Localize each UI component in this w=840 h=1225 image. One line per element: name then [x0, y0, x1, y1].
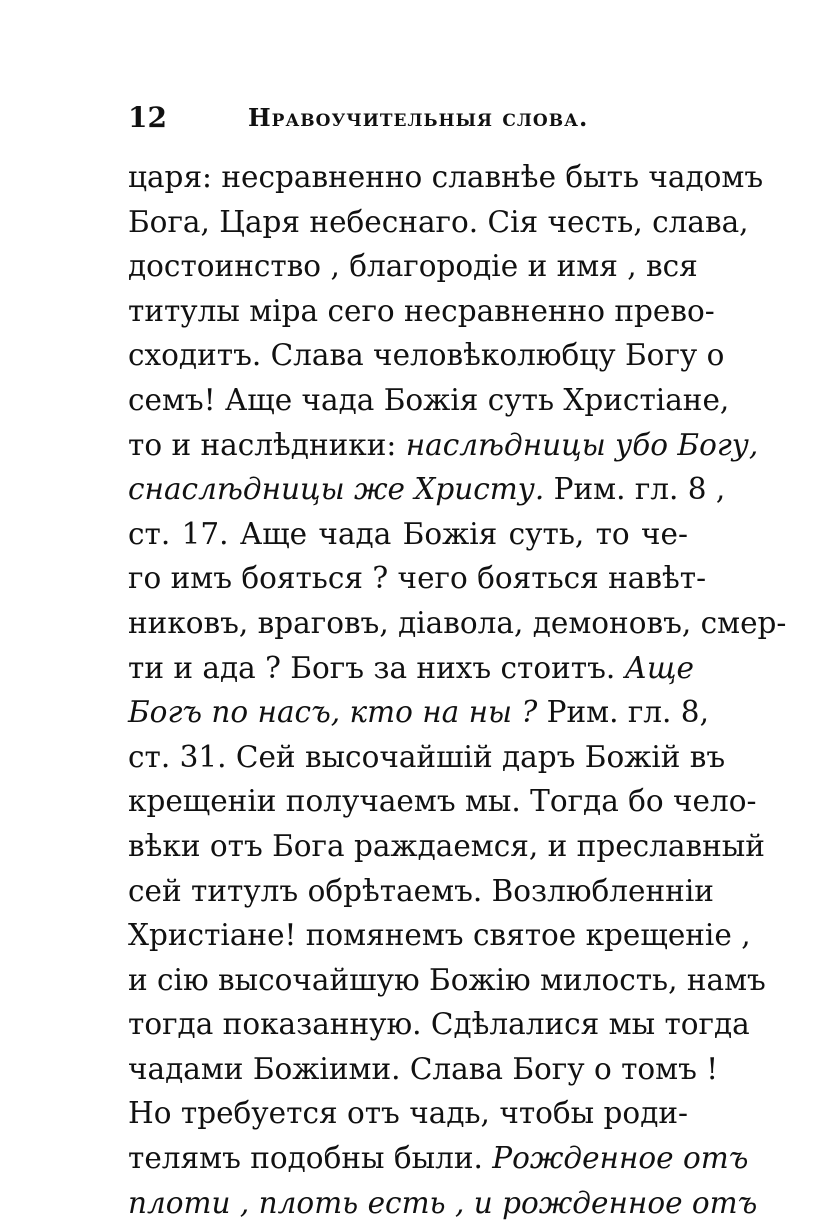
- text-line: [128, 1002, 750, 1047]
- text-line: [128, 735, 726, 780]
- text-line: [128, 467, 726, 512]
- text-line: [128, 601, 787, 646]
- text-line: [128, 1047, 719, 1092]
- text-line: [128, 646, 694, 691]
- text-segment: ти и ада ? Богъ за нихъ стоитъ.: [128, 650, 625, 685]
- text-segment: телямъ подобны были.: [128, 1141, 493, 1176]
- text-segment: вѣки отъ Бога раждаемся, и преславный: [128, 828, 765, 863]
- text-segment: Но требуется отъ чадь, чтобы роди-: [128, 1096, 688, 1131]
- text-line: [128, 690, 709, 735]
- italic-text-segment: наслѣдницы убо Богу,: [405, 427, 759, 462]
- running-title: Нравоучительныя слова.: [248, 103, 589, 132]
- text-segment: то и наслѣдники:: [128, 427, 406, 462]
- running-head: [128, 98, 708, 138]
- italic-text-segment: плоти , плоть есть , и рожденное отъ: [128, 1185, 758, 1220]
- italic-text-segment: Богъ по насъ, кто на ны ?: [128, 695, 538, 730]
- text-line: [128, 1181, 758, 1225]
- text-line: [128, 913, 751, 958]
- text-segment: тогда показанную. Сдѣлалися мы тогда: [128, 1007, 750, 1042]
- text-segment: никовъ, враговъ, діавола, демоновъ, смер-: [128, 605, 787, 640]
- body-text: [128, 155, 787, 1225]
- text-segment: семъ! Аще чада Божія суть Христіане,: [128, 382, 730, 417]
- text-segment: крещеніи получаемъ мы. Тогда бо чело-: [128, 784, 757, 819]
- text-line: [128, 824, 765, 869]
- text-segment: и сію высочайшую Божію милость, намъ: [128, 962, 766, 997]
- italic-text-segment: снаслѣдницы же Христу.: [128, 472, 545, 507]
- text-line: [128, 779, 757, 824]
- text-line: [128, 869, 714, 914]
- text-line: [128, 512, 688, 557]
- text-segment: Рим. гл. 8,: [537, 695, 709, 730]
- italic-text-segment: Рожденное отъ: [492, 1141, 749, 1176]
- italic-text-segment: Аще: [624, 650, 694, 685]
- text-segment: царя: несравненно славнѣе быть чадомъ: [128, 160, 764, 194]
- text-line: [128, 1091, 688, 1136]
- text-line: [128, 200, 749, 245]
- text-line: [128, 155, 764, 200]
- text-segment: чадами Божіими. Слава Богу о томъ !: [128, 1051, 719, 1086]
- text-segment: го имъ бояться ? чего бояться навѣт-: [128, 561, 707, 596]
- text-segment: сходитъ. Слава человѣколюбцу Богу о: [128, 338, 725, 373]
- text-segment: титулы міра сего несравненно прево-: [128, 293, 715, 328]
- text-segment: ст. 17. Аще чада Божія суть, то че-: [128, 516, 688, 551]
- text-segment: Христіане! помянемъ святое крещеніе ,: [128, 918, 751, 953]
- text-line: [128, 289, 715, 334]
- text-segment: сей титулъ обрѣтаемъ. Возлюбленніи: [128, 873, 714, 908]
- text-line: [128, 556, 707, 601]
- text-line: [128, 333, 725, 378]
- text-segment: Рим. гл. 8 ,: [544, 472, 726, 507]
- text-line: [128, 1136, 749, 1181]
- page-number: 12: [128, 101, 167, 134]
- text-line: [128, 423, 759, 468]
- text-line: [128, 958, 766, 1003]
- text-segment: Бога, Царя небеснаго. Сія честь, слава,: [128, 204, 749, 239]
- text-line: [128, 378, 730, 423]
- text-segment: ст. 31. Сей высочайшій даръ Божій въ: [128, 739, 726, 774]
- text-line: [128, 244, 698, 289]
- text-segment: достоинство , благородіе и имя , вся: [128, 249, 698, 284]
